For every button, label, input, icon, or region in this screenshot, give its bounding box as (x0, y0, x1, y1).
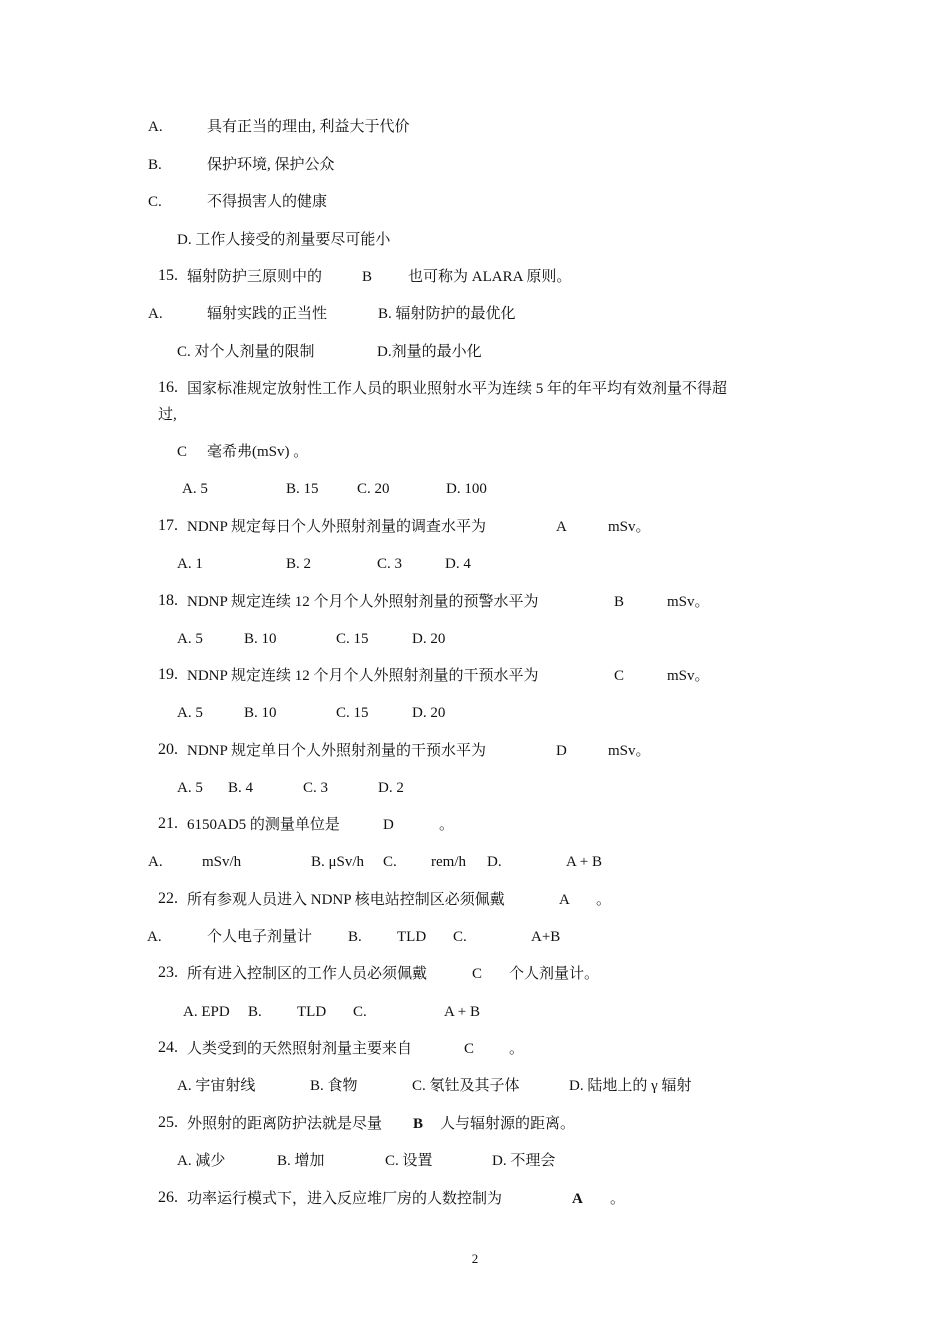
question-text: 也可称为 ALARA 原则。 (408, 269, 572, 285)
option-letter: B. (248, 1004, 262, 1020)
question-text: 6150AD5 的测量单位是 (187, 817, 340, 833)
option-text: TLD (297, 1004, 327, 1020)
option-letter: D. (487, 854, 502, 870)
option-text: C. 20 (357, 481, 390, 497)
option-text: B. 15 (286, 481, 319, 497)
question-text: NDNP 规定连续 12 个月个人外照射剂量的干预水平为 (187, 668, 539, 684)
question-text: 人类受到的天然照射剂量主要来自 (187, 1041, 413, 1057)
question-text: 辐射防护三原则中的 (187, 269, 323, 285)
question-text: 过, (158, 407, 177, 423)
question-text: mSv。 (667, 668, 710, 684)
option-letter: B. (148, 157, 162, 173)
option-text: C. 对个人剂量的限制 (177, 344, 315, 360)
question-number: 19. (158, 666, 178, 683)
option-text: A. EPD (183, 1004, 230, 1020)
page-number: 2 (471, 1251, 479, 1266)
question-text: 。 (610, 1191, 626, 1207)
question-number: 24. (158, 1039, 178, 1056)
option-letter: A. (148, 306, 163, 322)
option-text: B. 10 (244, 705, 277, 721)
option-letter: C. (353, 1004, 367, 1020)
option-text: D. 20 (412, 631, 446, 647)
answer: D (556, 743, 567, 759)
question-number: 17. (158, 517, 178, 534)
question-number: 21. (158, 815, 178, 832)
answer: A (559, 892, 570, 908)
question-text: 毫希弗(mSv) 。 (207, 444, 309, 460)
option-text: B. 10 (244, 631, 277, 647)
option-letter: C. (383, 854, 397, 870)
option-text: C. 3 (377, 556, 403, 572)
question-text: NDNP 规定单日个人外照射剂量的干预水平为 (187, 743, 487, 759)
option-text: D. 不理会 (492, 1153, 556, 1169)
option-text: A. 减少 (177, 1153, 226, 1169)
question-text: 所有进入控制区的工作人员必须佩戴 (187, 966, 428, 982)
question-text: 外照射的距离防护法就是尽量 (187, 1116, 383, 1132)
question-number: 26. (158, 1189, 178, 1206)
question-number: 20. (158, 741, 178, 758)
option-text: D. 20 (412, 705, 446, 721)
option-text: A+B (531, 929, 561, 945)
option-text: B. μSv/h (311, 854, 365, 870)
question-text: 。 (596, 892, 612, 908)
option-text: rem/h (431, 854, 466, 870)
answer: D (383, 817, 394, 833)
question-number: 22. (158, 890, 178, 907)
option-text: A. 1 (177, 556, 203, 572)
option-text: D.剂量的最小化 (377, 344, 482, 360)
option-text: C. 3 (303, 780, 329, 796)
question-text: 所有参观人员进入 NDNP 核电站控制区必须佩戴 (187, 892, 505, 908)
option-text: A. 5 (177, 705, 203, 721)
option-text: 辐射实践的正当性 (207, 306, 328, 322)
option-text: B. 增加 (277, 1153, 325, 1169)
option-text: A. 5 (177, 631, 203, 647)
option-text: B. 辐射防护的最优化 (378, 306, 516, 322)
question-number: 23. (158, 964, 178, 981)
option-text: D. 2 (378, 780, 404, 796)
option-text: TLD (397, 929, 427, 945)
answer: C (472, 966, 483, 982)
answer: A (572, 1191, 583, 1207)
question-text: 人与辐射源的距离。 (440, 1116, 576, 1132)
option-text: 保护环境, 保护公众 (207, 157, 335, 173)
option-text: C. 设置 (385, 1153, 433, 1169)
answer: C (177, 444, 188, 460)
question-number: 16. (158, 379, 178, 396)
question-text: NDNP 规定每日个人外照射剂量的调查水平为 (187, 519, 487, 535)
option-letter: B. (348, 929, 362, 945)
option-text: mSv/h (202, 854, 242, 870)
answer: B (614, 594, 625, 610)
option-text: D. 100 (446, 481, 487, 497)
option-letter: A. (148, 854, 163, 870)
option-letter: C. (148, 194, 162, 210)
option-text: B. 4 (228, 780, 254, 796)
answer: C (614, 668, 625, 684)
question-number: 18. (158, 592, 178, 609)
option-text: C. 氡钍及其子体 (412, 1078, 520, 1094)
option-text: 具有正当的理由, 利益大于代价 (207, 119, 410, 135)
option-letter: C. (453, 929, 467, 945)
option-text: C. 15 (336, 705, 369, 721)
option-text: 不得损害人的健康 (207, 194, 328, 210)
question-text: 国家标准规定放射性工作人员的职业照射水平为连续 5 年的年平均有效剂量不得超 (187, 381, 728, 397)
question-text: 。 (439, 817, 455, 833)
option-text: A. 宇宙射线 (177, 1078, 256, 1094)
option-text: A. 5 (182, 481, 208, 497)
question-text: mSv。 (608, 519, 651, 535)
question-text: 个人剂量计。 (509, 966, 600, 982)
answer: B (413, 1116, 424, 1132)
question-text: 。 (509, 1041, 525, 1057)
option-text: C. 15 (336, 631, 369, 647)
option-text: D. 工作人接受的剂量要尽可能小 (177, 232, 391, 248)
question-number: 15. (158, 267, 178, 284)
option-text: D. 4 (445, 556, 471, 572)
option-text: D. 陆地上的 γ 辐射 (569, 1078, 692, 1094)
answer: B (362, 269, 373, 285)
question-text: NDNP 规定连续 12 个月个人外照射剂量的预警水平为 (187, 594, 539, 610)
option-letter: A. (148, 119, 163, 135)
option-text: A + B (566, 854, 602, 870)
question-number: 25. (158, 1114, 178, 1131)
question-text: 功率运行模式下，进入反应堆厂房的人数控制为 (187, 1191, 503, 1207)
question-text: mSv。 (608, 743, 651, 759)
answer: A (556, 519, 567, 535)
option-text: 个人电子剂量计 (207, 929, 313, 945)
option-text: A. 5 (177, 780, 203, 796)
question-text: mSv。 (667, 594, 710, 610)
option-text: B. 2 (286, 556, 312, 572)
option-text: B. 食物 (310, 1078, 358, 1094)
answer: C (464, 1041, 475, 1057)
option-text: A + B (444, 1004, 480, 1020)
option-letter: A. (147, 929, 162, 945)
